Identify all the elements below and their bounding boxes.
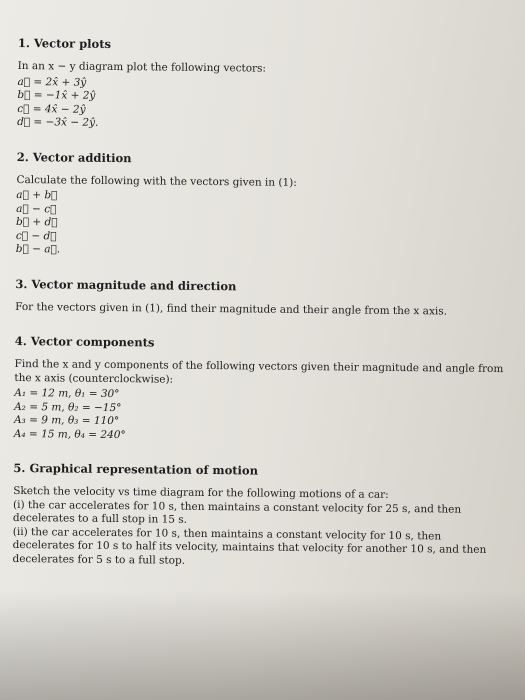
section-title: 4. Vector components (14, 333, 155, 350)
vector-A1: A₁ = 12 m, θ₁ = 30° (14, 386, 120, 401)
operation-3: b⃗ + d⃗ (15, 215, 58, 229)
motion-item-ii: (ii) the car accelerates for 10 s, then maintains a constant velocity for 10 s, then decelerates for 10 s to half its velocity, maintains that velocity for another 10 s, and then decelerates for 5 s to a full stop. (12, 525, 487, 567)
section-title: 3. Vector magnitude and direction (15, 276, 237, 293)
section-graphical-motion (12, 461, 503, 571)
motion-item-i: (i) the car accelerates for 10 s, then maintains a constant velocity for 25 s, and then decelerates to a full stop in 15 s. (12, 498, 462, 526)
vector-A3: A₃ = 9 m, θ₃ = 110° (13, 413, 120, 428)
vector-d: d⃗ = −3x̂ − 2ŷ. (17, 115, 99, 129)
operation-1: a⃗ + b⃗ (16, 188, 58, 202)
vector-b: b⃗ = −1x̂ + 2ŷ (17, 88, 96, 102)
section-vector-components (14, 334, 505, 446)
vector-A4: A₄ = 15 m, θ₄ = 240° (13, 427, 126, 441)
section-intro: Find the x and y components of the following vectors given their magnitude and angle from the x axis (counterclockwise): (14, 357, 504, 386)
section-magnitude-direction (15, 276, 505, 319)
operation-2: a⃗ − c⃗ (16, 202, 57, 215)
vector-c: c⃗ = 4x̂ − 2ŷ (17, 102, 86, 116)
photo-shadow (0, 590, 525, 700)
vector-a: a⃗ = 2x̂ + 3ŷ (17, 75, 87, 89)
problem-sheet (12, 36, 508, 591)
section-vector-plots (17, 36, 508, 135)
operation-5: b⃗ − a⃗. (15, 242, 61, 256)
operation-4: c⃗ − d⃗ (15, 229, 57, 242)
section-vector-addition (16, 149, 507, 261)
section-intro: Calculate the following with the vectors given in (1): (16, 173, 297, 189)
section-title: 2. Vector addition (16, 149, 132, 165)
section-intro: In an x − y diagram plot the following vectors: (17, 59, 267, 75)
section-title: 5. Graphical representation of motion (13, 460, 259, 478)
section-title: 1. Vector plots (17, 36, 112, 51)
section-intro: Sketch the velocity vs time diagram for the following motions of a car: (13, 484, 389, 501)
section-intro: For the vectors given in (1), find their magnitude and their angle from the x axis. (15, 300, 448, 318)
vector-A2: A₂ = 5 m, θ₂ = −15° (14, 400, 122, 414)
